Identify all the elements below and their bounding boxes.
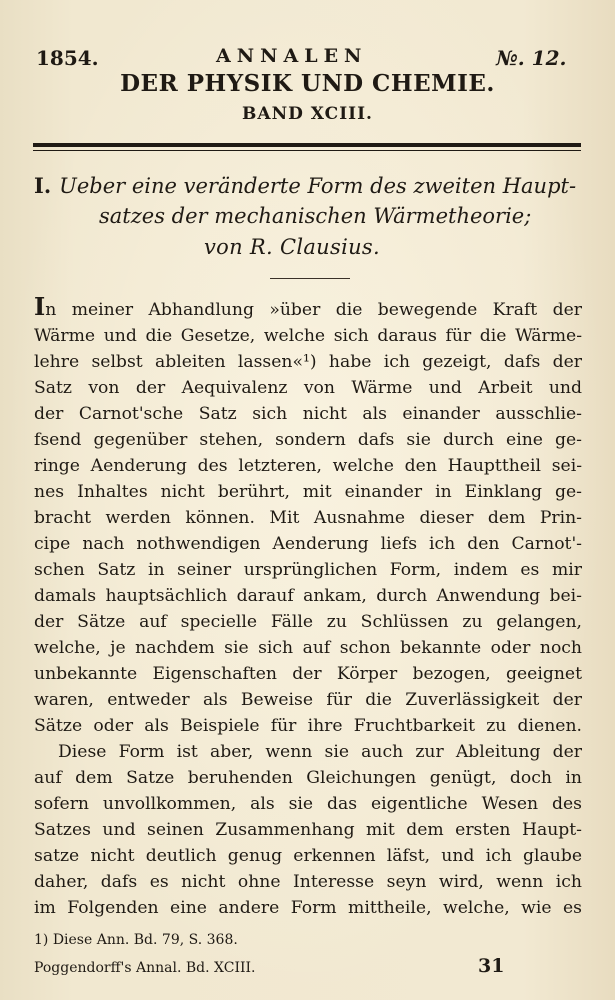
article-author: von R. Clausius. [204, 235, 380, 259]
body-line: Satz von der Aequivalenz von Wärme und Arbeit und [34, 378, 582, 398]
body-line: fsend gegenüber stehen, sondern dafs sie durch eine ge- [34, 430, 582, 450]
body-line: Sätze oder als Beispiele für ihre Fruchtbarkeit zu dienen. [34, 716, 582, 736]
body-line: Satzes und seinen Zusammenhang mit dem ersten Haupt- [34, 820, 582, 840]
body-line: lehre selbst ableiten lassen«¹) habe ich gezeigt, dafs der [34, 352, 582, 372]
body-line: nes Inhaltes nicht berührt, mit einander in Einklang ge- [34, 482, 582, 502]
title-divider [270, 278, 350, 279]
footnote: 1) Diese Ann. Bd. 79, S. 368. [34, 932, 238, 948]
volume-band: BAND XCIII. [242, 104, 373, 124]
body-line: Diese Form ist aber, wenn sie auch zur Ableitung der [58, 742, 582, 762]
article-title-line-2: satzes der mechanischen Wärmetheorie; [99, 204, 532, 228]
year: 1854. [36, 46, 99, 70]
body-line: waren, entweder als Beweise für die Zuverlässigkeit der [34, 690, 582, 710]
body-line: der Carnot'sche Satz sich nicht als einander ausschlie- [34, 404, 582, 424]
body-line: schen Satz in seiner ursprünglichen Form, indem es mir [34, 560, 582, 580]
journal-title: DER PHYSIK UND CHEMIE. [120, 70, 495, 97]
article-title-text-1: Ueber eine veränderte Form des zweiten Haupt- [59, 174, 577, 198]
body-line: Wärme und die Gesetze, welche sich daraus für die Wärme- [34, 326, 582, 346]
body-line: welche, je nachdem sie sich auf schon bekannte oder noch [34, 638, 582, 658]
body-line: ringe Aenderung des letzteren, welche den Haupttheil sei- [34, 456, 582, 476]
body-line: unbekannte Eigenschaften der Körper bezogen, geeignet [34, 664, 582, 684]
body-line: satze nicht deutlich genug erkennen läfst, und ich glaube [34, 846, 582, 866]
body-line: im Folgenden eine andere Form mittheile, welche, wie es [34, 898, 582, 918]
body-line: sofern unvollkommen, als sie das eigentliche Wesen des [34, 794, 582, 814]
body-line: der Sätze auf specielle Fälle zu Schlüssen zu gelangen, [34, 612, 582, 632]
body-line: daher, dafs es nicht ohne Interesse seyn wird, wenn ich [34, 872, 582, 892]
page-number: 31 [478, 955, 505, 977]
journal-annalen: ANNALEN [216, 45, 368, 67]
body-line: damals hauptsächlich darauf ankam, durch Anwendung bei- [34, 586, 582, 606]
article-number: I. [34, 173, 52, 198]
header-rule-thin [33, 150, 581, 151]
body-line: In meiner Abhandlung »über die bewegende Kraft der [34, 292, 582, 321]
body-line: auf dem Satze beruhenden Gleichungen genügt, doch in [34, 768, 582, 788]
running-footer: Poggendorff's Annal. Bd. XCIII. [34, 960, 256, 976]
issue-number: №. 12. [496, 46, 567, 70]
body-line: cipe nach nothwendigen Aenderung liefs ich den Carnot'- [34, 534, 582, 554]
body-line: bracht werden können. Mit Ausnahme dieser dem Prin- [34, 508, 582, 528]
article-title-line-1 [34, 173, 576, 198]
header-rule-thick [33, 143, 581, 147]
drop-cap: I [34, 292, 46, 321]
